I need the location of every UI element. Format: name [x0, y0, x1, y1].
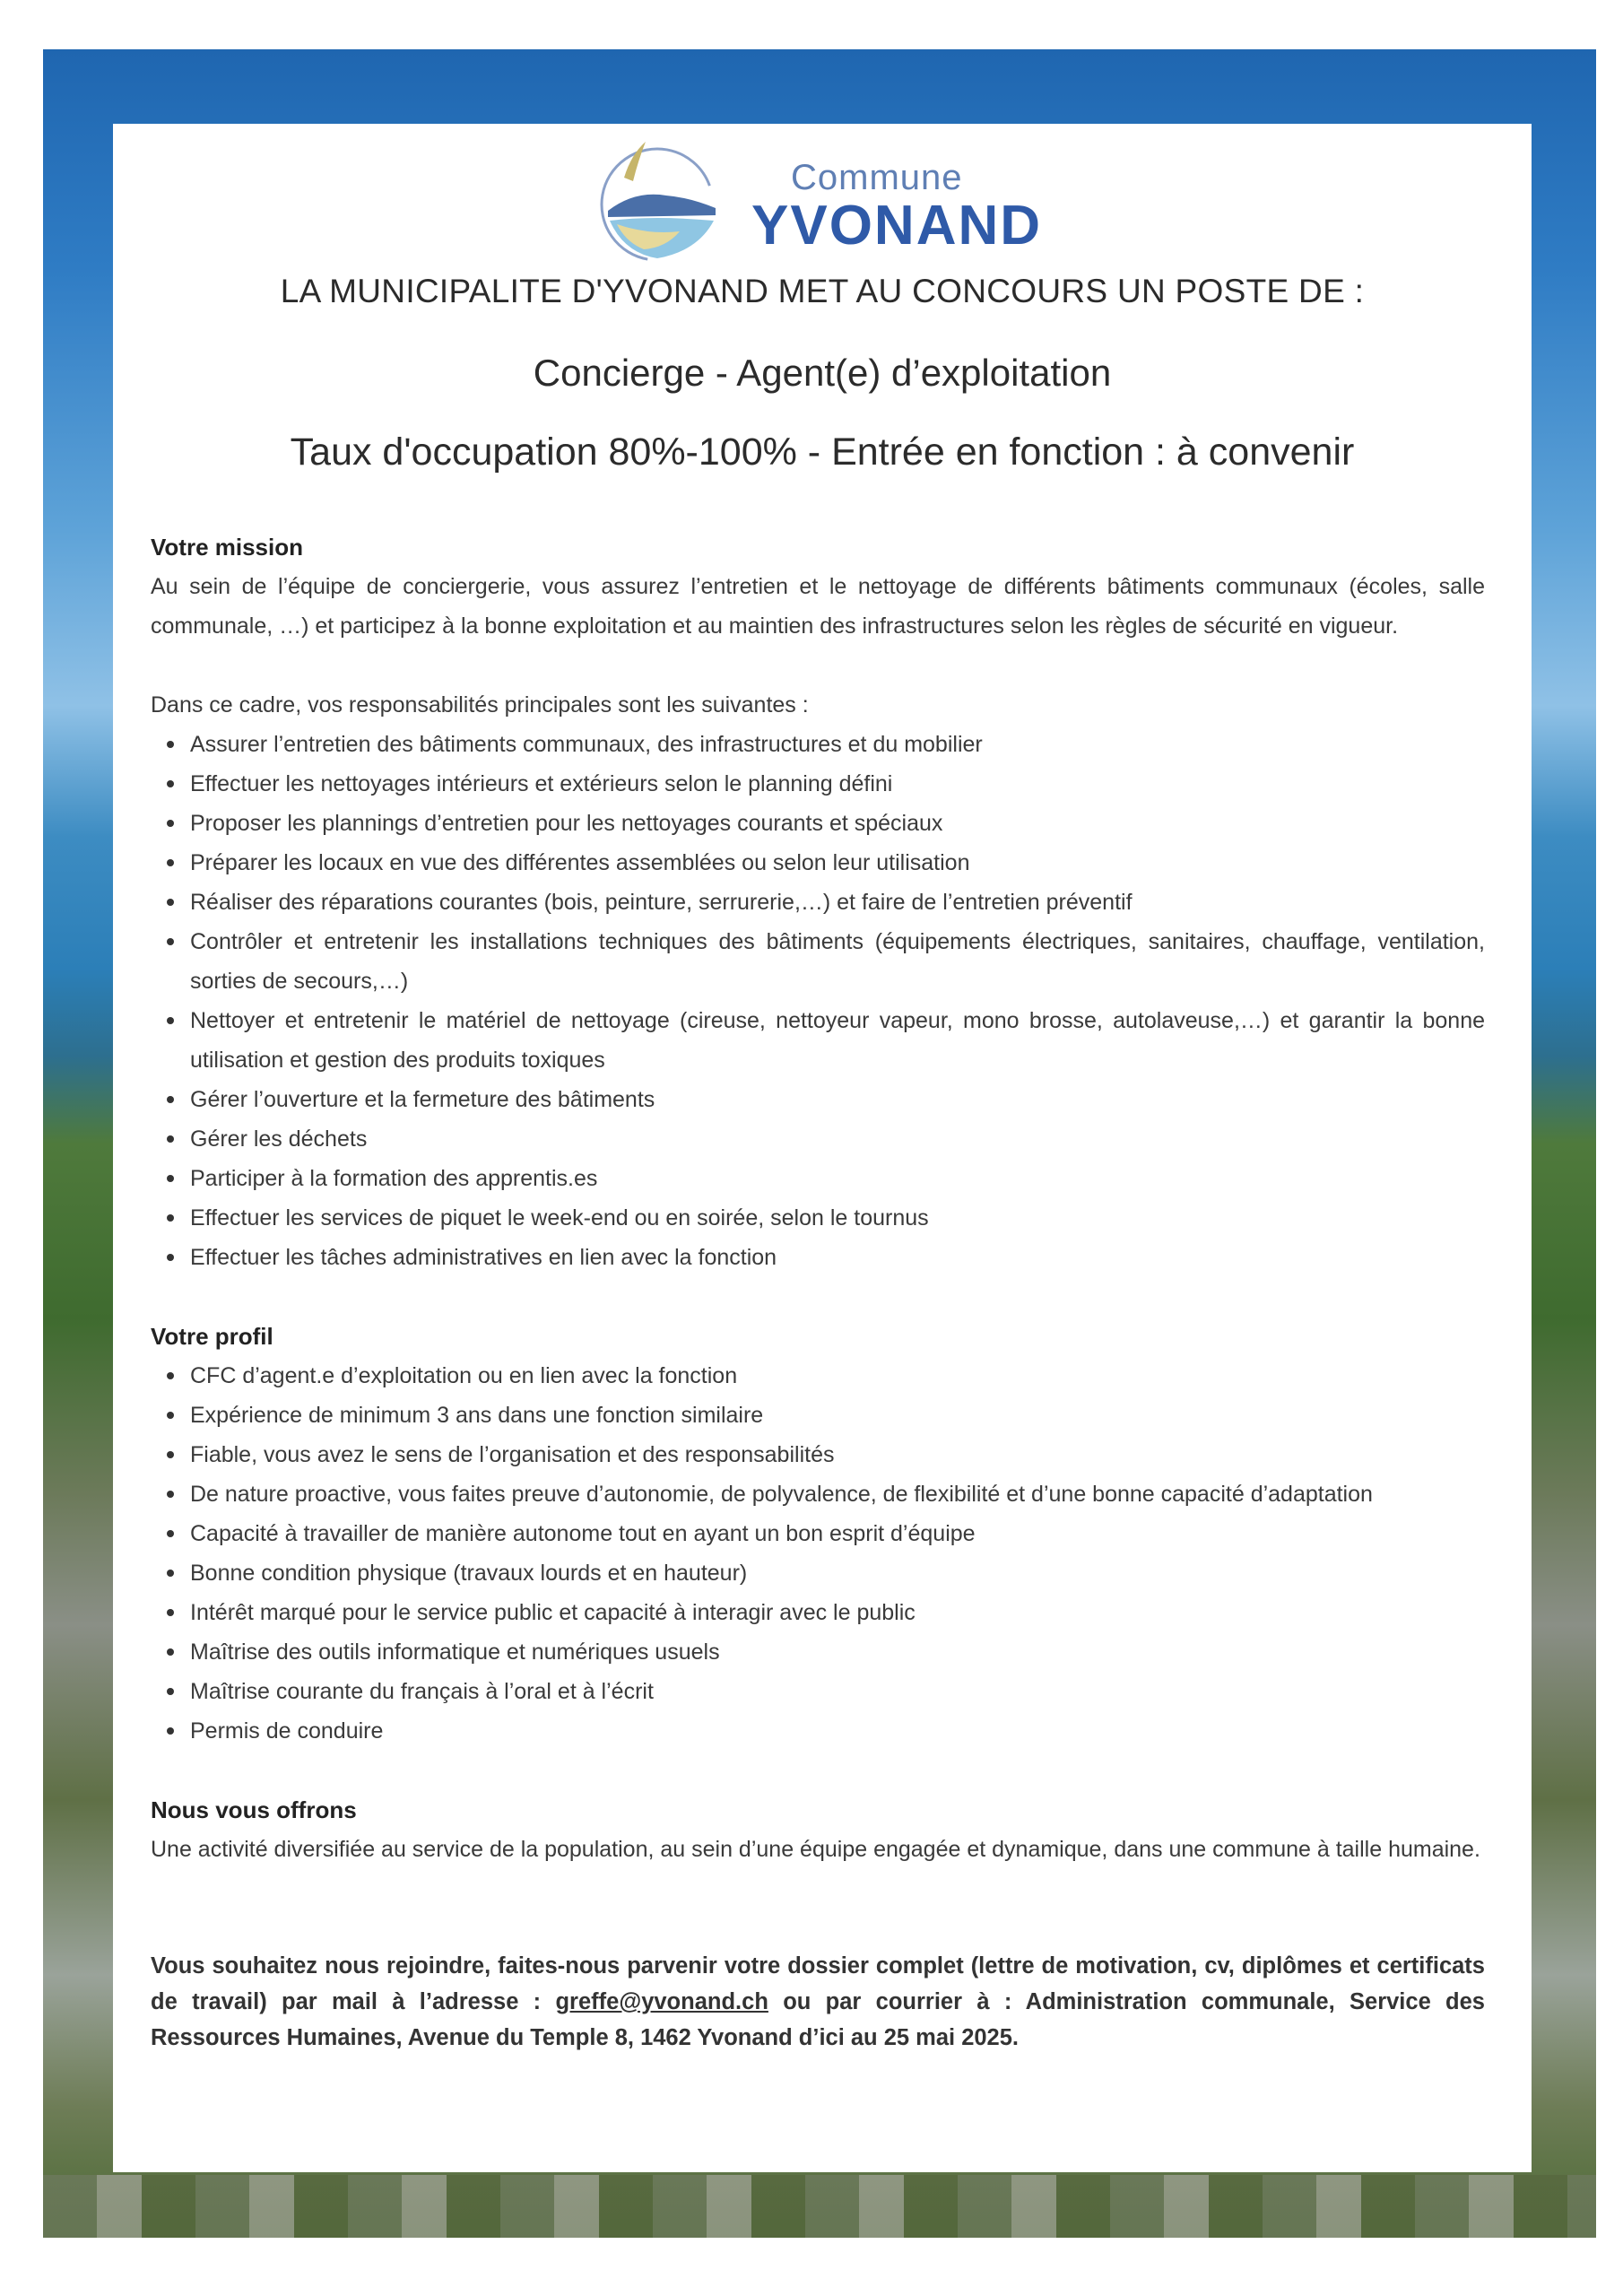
email-link[interactable]: greffe@yvonand.ch [555, 1989, 768, 2014]
bullet-icon [167, 1609, 174, 1616]
bullet-icon [167, 1017, 174, 1024]
apply-text-before: Vous souhaitez nous rejoindre, faites-nous parvenir votre dossier complet (lettre de motivation, cv, diplômes et certificats de travail) par mail à l’adresse : [151, 1953, 1485, 2014]
bullet-icon [167, 1096, 174, 1103]
list-item: Bonne condition physique (travaux lourds et en hauteur) [151, 1553, 1485, 1593]
bullet-icon [167, 938, 174, 945]
bullet-icon [167, 1214, 174, 1222]
bullet-icon [167, 1530, 174, 1537]
profil-heading: Votre profil [151, 1323, 273, 1350]
list-item: Intérêt marqué pour le service public et capacité à interagir avec le public [151, 1593, 1485, 1632]
list-item: Préparer les locaux en vue des différentes assemblées ou selon leur utilisation [151, 843, 1485, 883]
concours-heading: LA MUNICIPALITE D'YVONAND MET AU CONCOURS UN POSTE DE : [280, 273, 1365, 309]
list-item: Proposer les plannings d’entretien pour les nettoyages courants et spéciaux [151, 804, 1485, 843]
offre-text: Une activité diversifiée au service de la population, au sein d’une équipe engagée et dynamique, dans une commune à taille humaine. [151, 1837, 1480, 1862]
application-instructions [151, 1948, 1485, 2056]
list-item: Assurer l’entretien des bâtiments communaux, des infrastructures et du mobilier [151, 725, 1485, 764]
bullet-icon [167, 780, 174, 787]
bullet-icon [167, 1727, 174, 1735]
bullet-icon [167, 1175, 174, 1182]
poster-content [151, 527, 1485, 2056]
bullet-icon [167, 899, 174, 906]
bullet-icon [167, 741, 174, 748]
list-item: CFC d’agent.e d’exploitation ou en lien avec la fonction [151, 1356, 1485, 1396]
logo-commune-text: Commune [791, 158, 963, 197]
bullet-icon [167, 1570, 174, 1577]
commune-logo [581, 135, 1047, 269]
list-item: Gérer les déchets [151, 1119, 1485, 1159]
list-item: Maîtrise des outils informatique et numériques usuels [151, 1632, 1485, 1672]
job-title: Concierge - Agent(e) d’exploitation [533, 352, 1112, 394]
mission-lead: Dans ce cadre, vos responsabilités principales sont les suivantes : [151, 692, 809, 718]
list-item: Participer à la formation des apprentis.es [151, 1159, 1485, 1198]
list-item: Réaliser des réparations courantes (bois, peinture, serrurerie,…) et faire de l’entretien préventif [151, 883, 1485, 922]
logo-yvonand-text: YVONAND [751, 195, 1043, 257]
list-item: Contrôler et entretenir les installations techniques des bâtiments (équipements électriques, sanitaires, chauffage, ventilation, sorties de secours,…) [151, 922, 1485, 1001]
mission-heading: Votre mission [151, 534, 304, 561]
offre-heading: Nous vous offrons [151, 1796, 357, 1823]
list-item: De nature proactive, vous faites preuve d’autonomie, de polyvalence, de flexibilité et d’une bonne capacité d’adaptation [151, 1474, 1485, 1514]
profil-list [151, 1356, 1485, 1751]
list-item: Effectuer les nettoyages intérieurs et extérieurs selon le planning défini [151, 764, 1485, 804]
bullet-icon [167, 1688, 174, 1695]
list-item: Effectuer les tâches administratives en lien avec la fonction [151, 1238, 1485, 1277]
bullet-icon [167, 1135, 174, 1143]
list-item: Gérer l’ouverture et la fermeture des bâtiments [151, 1080, 1485, 1119]
bullet-icon [167, 1254, 174, 1261]
list-item: Nettoyer et entretenir le matériel de nettoyage (cireuse, nettoyeur vapeur, mono brosse, autolaveuse,…) et garantir la bonne utilisation et gestion des produits toxiques [151, 1001, 1485, 1080]
list-item: Capacité à travailler de manière autonome tout en ayant un bon esprit d’équipe [151, 1514, 1485, 1553]
bullet-icon [167, 820, 174, 827]
bullet-icon [167, 1372, 174, 1379]
mission-intro: Au sein de l’équipe de conciergerie, vous assurez l’entretien et le nettoyage de différents bâtiments communaux (écoles, salle communale, …) et participez à la bonne exploitation et au maintien des infrastructures selon les règles de sécurité en vigueur. [151, 574, 1485, 639]
list-item: Fiable, vous avez le sens de l’organisation et des responsabilités [151, 1435, 1485, 1474]
apply-text-after: ou par courrier à : Administration communale, Service des Ressources Humaines, Avenue du Temple 8, 1462 Yvonand d’ici au 25 mai 2025. [151, 1989, 1485, 2050]
bullet-icon [167, 1451, 174, 1458]
list-item: Permis de conduire [151, 1711, 1485, 1751]
list-item: Effectuer les services de piquet le week-end ou en soirée, selon le tournus [151, 1198, 1485, 1238]
bullet-icon [167, 1412, 174, 1419]
mission-list [151, 725, 1485, 1277]
bullet-icon [167, 1491, 174, 1498]
list-item: Expérience de minimum 3 ans dans une fonction similaire [151, 1396, 1485, 1435]
list-item: Maîtrise courante du français à l’oral et à l’écrit [151, 1672, 1485, 1711]
lake-emblem-icon [581, 135, 733, 269]
bullet-icon [167, 859, 174, 866]
occupation-rate: Taux d'occupation 80%-100% - Entrée en fonction : à convenir [290, 430, 1355, 474]
bullet-icon [167, 1648, 174, 1656]
